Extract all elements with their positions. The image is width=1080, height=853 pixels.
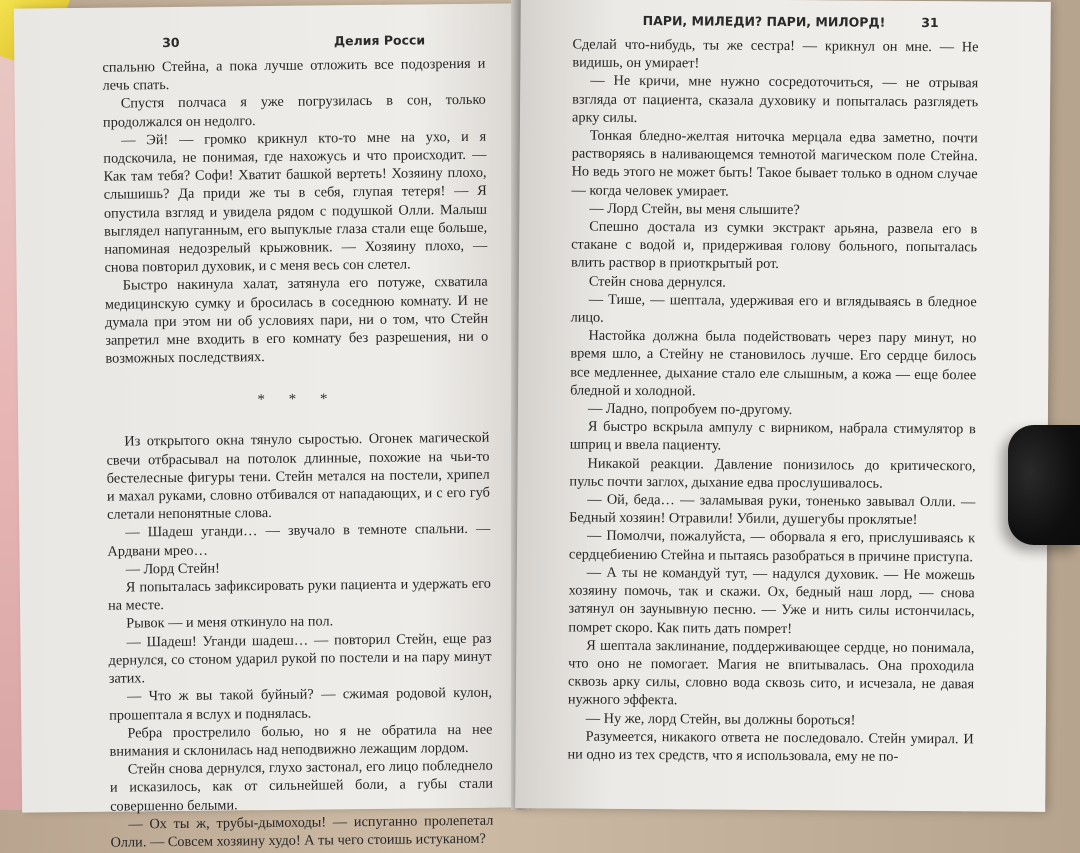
- paragraph: — Эй! — громко крикнул кто-то мне на ухо, и я подскочила, не понимая, где нахожусь и что происходит. — Как там тебя? Софи! Хватит башкой вертеть! Хозяину плохо, слышишь? Да приди же ты в себя, глупая тетеря! — Я опустила взгляд и увидела рядом с подушкой Олли. Малыш выглядел напуганным, его выпуклые глаза стали еще больше, напоминая недозрелый крыжовник. — Хозяину плохо, — снова повторил духовик, и с меня весь сон слетел.: [103, 128, 488, 276]
- paragraph: — Что ж вы такой буйный? — сжимая родовой кулон, прошептала я вслух и поднялась.: [109, 684, 493, 724]
- left-running-head: Делия Росси: [333, 32, 426, 49]
- paragraph: — А ты не командуй тут, — надулся духовик. — Не можешь хозяину помочь, так и скажи. Ох, бедный наш лорд, — снова затянул он заунывную песню. — Уже и нить силы истончилась, помрет скоро. Как пить дать помрет!: [568, 564, 975, 637]
- paragraph: Спешно достала из сумки экстракт арьяна, развела его в стакане с водой и, придерживая голову больного, попыталась влить раствор в приоткрытый рот.: [570, 218, 978, 273]
- paragraph: Тонкая бледно-желтая ниточка мерцала едва заметно, почти растворяясь в наливающемся темнотой магическом поле Стейна. Но ведь этого не может быть! Такое бывает только в одном случае — когда человек умирает.: [571, 127, 978, 200]
- paragraph: — Лорд Стейн!: [125, 560, 220, 578]
- paragraph: — Не кричи, мне нужно сосредоточиться, — не отрывая взгляда от пациента, сказала духовику и попыталась разглядеть арку силы.: [571, 73, 979, 126]
- paragraph: Я шептала заклинание, поддерживающее сердце, но понимала, что оно не помогает. Магия не впитывалась. Она проходила сквозь арку силы, словно вода сквозь сито, и исчезала, не давая нужного эффекта.: [567, 637, 975, 709]
- right-running-head: ПАРИ, МИЛЕДИ? ПАРИ, МИЛОРД!: [642, 13, 886, 30]
- paragraph: Никакой реакции. Давление понизилось до критического, пульс почти заглох, дыхание едва прослушивалось.: [569, 455, 976, 492]
- paragraph: Стейн снова дернулся, глухо застонал, его лицо побледнело и исказилось, как от сильнейшей боли, а губы стали совершенно белыми.: [109, 757, 494, 815]
- paragraph: Из открытого окна тянуло сыростью. Огонек магической свечи отбрасывал на потолок длинные, похожие на чьи-то бестелесные фигуры тени. Стейн метался на постели, хрипел и махал руками, словно отбивался от нападающих, и с его губ слетали непонятные слова.: [106, 430, 490, 523]
- paragraph: — Помолчи, пожалуйста, — оборвала я его, прислушиваясь к сердцебиению Стейна и пытаясь разобраться в причине приступа.: [568, 528, 976, 566]
- paragraph: Настойка должна была подействовать через пару минут, но время шло, а Стейну не становилось лучше. Его сердце билось все медленнее, дыхание стало еле слышным, а кожа — еще более бледной и холодной.: [570, 327, 977, 400]
- section-separator: * * *: [257, 391, 338, 409]
- paragraph: Быстро накинула халат, затянула его потуже, схватила медицинскую сумку и бросилась в соседнюю комнату. И не думала при этом ни об условиях пари, ни о том, что Стейн запретил мне входить в его комнату без разрешения, ни о возможных последствиях.: [104, 274, 489, 367]
- paragraph: — Ой, беда… — заламывая руки, тоненько завывал Олли. — Бедный хозяин! Отравили! Убили, душегубы проклятые!: [569, 491, 976, 529]
- paragraph: Я попыталась зафиксировать руки пациента и удержать его на месте.: [107, 575, 491, 614]
- right-page-header: [573, 13, 979, 31]
- right-page: [515, 0, 1051, 812]
- paragraph: Ребра прострелило болью, но я не обратила на нее внимания и склонилась над неподвижно лежащим лордом.: [109, 721, 493, 760]
- paragraph: — Тише, — шептала, удерживая его и вглядываясь в бледное лицо.: [570, 291, 977, 326]
- right-page-number: 31: [921, 14, 939, 31]
- paragraph: — Шадеш! Уганди шадеш… — повторил Стейн, еще раз дернулся, со стоном ударил рукой по постели и на пару минут затих.: [108, 630, 492, 687]
- paragraph: Я быстро вскрыла ампулу с вирником, набрала стимулятор в шприц и ввела пациенту.: [569, 418, 976, 455]
- paragraph: Рывок — и меня откинуло на пол.: [126, 613, 334, 633]
- paragraph: Разумеется, никакого ответа не последовало. Стейн умирал. И ни одно из тех средств, что я использовала, ему не по-: [567, 728, 974, 765]
- left-page-header: [102, 32, 485, 51]
- paragraph: Сделай что-нибудь, ты же сестра! — крикнул он мне. — Не видишь, он умирает!: [572, 36, 979, 72]
- paragraph: — Шадеш уганди… — звучало в темноте спальни. — Ардвани мрео…: [107, 521, 491, 560]
- paragraph: Спустя полчаса я уже погрузилась в сон, только продолжался он недолго.: [102, 92, 486, 131]
- paragraph: спальню Стейна, а пока лучше отложить все подозрения и лечь спать.: [102, 55, 486, 94]
- paragraph: — Ладно, попробуем по-другому.: [587, 400, 793, 419]
- left-page-number: 30: [162, 34, 180, 51]
- paragraph: Стейн снова дернулся.: [588, 273, 726, 291]
- paragraph: — Ну же, лорд Стейн, вы должны бороться!: [585, 710, 856, 729]
- paragraph: — Лорд Стейн, вы меня слышите?: [589, 200, 800, 218]
- binder-clip: [1008, 425, 1080, 545]
- paragraph: — Ох ты ж, трубы-дымоходы! — испуганно пролепетал Олли. — Совсем хозяину худо! А ты чего стоишь истуканом?: [110, 812, 494, 851]
- left-page: [14, 3, 527, 851]
